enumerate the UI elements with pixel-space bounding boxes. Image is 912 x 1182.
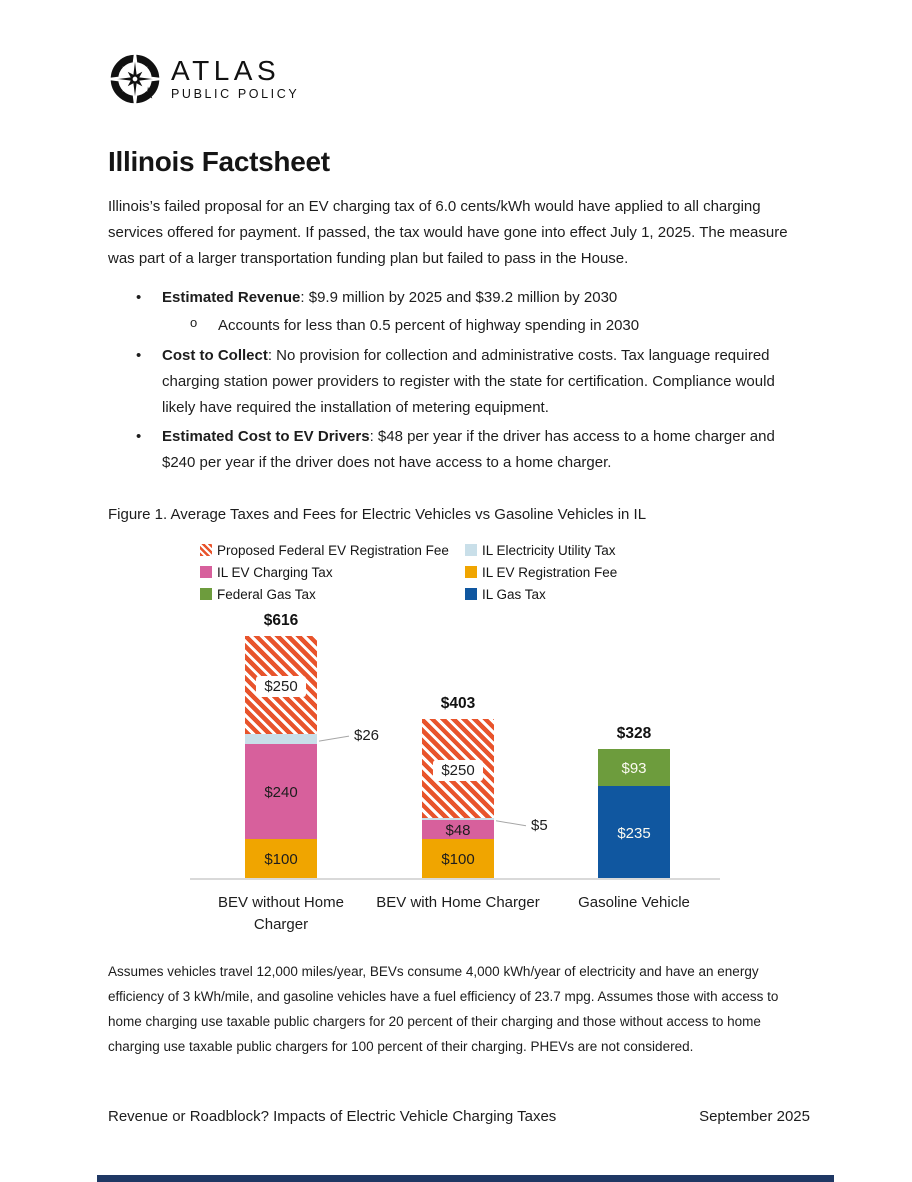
legend-item-il-ev-charging-tax — [200, 565, 465, 580]
intro-paragraph: Illinois’s failed proposal for an EV charging tax of 6.0 cents/kWh would have applied to all charging services offered for payment. If passed, the tax would have gone into effect July 1, 2025. The measure was part of a larger transportation funding plan but failed to pass in the House. — [108, 198, 788, 267]
legend-label: IL EV Charging Tax — [217, 564, 333, 580]
legend-swatch-darkblue — [465, 588, 477, 600]
page-footer — [108, 1108, 810, 1125]
logo-wordmark: ATLAS — [171, 55, 281, 86]
legend-swatch-hatched — [200, 544, 212, 556]
bar-segment — [422, 818, 494, 820]
bullet-label: Estimated Cost to EV Drivers — [162, 428, 370, 446]
chart-footnote: Assumes vehicles travel 12,000 miles/year, BEVs consume 4,000 kWh/year of electricity and have an energy efficiency of 3 kWh/mile, and gasoline vehicles have a fuel efficiency of 23.7 mpg. Assumes those with access to home charging use taxable public chargers for 20 percent of their charging and those without access to home charging use taxable public chargers for 100 percent of their charging. PHEVs are not considered. — [108, 963, 779, 1054]
category-axis-label: Gasoline Vehicle — [578, 893, 690, 911]
legend-label: Proposed Federal EV Registration Fee — [217, 542, 449, 558]
legend-swatch-amber — [465, 566, 477, 578]
segment-value-label: $48 — [445, 822, 471, 840]
bullet-label: Estimated Revenue — [162, 289, 301, 307]
legend-swatch-green — [200, 588, 212, 600]
segment-callout-label: $26 — [354, 727, 380, 745]
bullet-item-cost-to-collect — [108, 343, 808, 420]
bullet-item-revenue — [108, 285, 808, 339]
atlas-logo — [108, 52, 808, 106]
figure-caption: Figure 1. Average Taxes and Fees for Electric Vehicles vs Gasoline Vehicles in IL — [108, 505, 647, 523]
bullet-list — [108, 285, 808, 476]
legend-label: Federal Gas Tax — [217, 586, 316, 602]
sub-bullet-item: o Accounts for less than 0.5 percent of highway spending in 2030 — [162, 313, 808, 339]
legend-swatch-pink — [200, 566, 212, 578]
logo-subtitle: PUBLIC POLICY — [171, 87, 300, 101]
category-axis-label: BEV without Home Charger — [218, 893, 344, 933]
bar-total-label: $328 — [616, 724, 652, 742]
bullet-text: : $48 per year if the driver has access to a home charger and $240 per year if the driver does not have access to a home charger. — [162, 428, 775, 472]
bar-total-label: $403 — [440, 695, 476, 713]
page-title: Illinois Factsheet — [108, 146, 330, 177]
legend-item-federal-gas-tax — [200, 587, 465, 602]
bullet-label: Cost to Collect — [162, 346, 268, 364]
legend-label: IL Electricity Utility Tax — [482, 542, 616, 558]
logo-text — [171, 57, 299, 101]
bullet-text: : $9.9 million by 2025 and $39.2 million by 2030 — [300, 289, 618, 307]
segment-value-label: $240 — [264, 784, 298, 802]
segment-value-label: $235 — [617, 824, 651, 842]
segment-value-label: $100 — [264, 851, 298, 869]
footer-report-title: Revenue or Roadblock? Impacts of Electric Vehicle Charging Taxes — [108, 1108, 557, 1125]
legend-item-il-ev-registration-fee — [465, 565, 808, 580]
chart-legend — [200, 543, 808, 602]
legend-label: IL Gas Tax — [482, 586, 546, 602]
chart-plot-area — [190, 610, 720, 880]
legend-item-il-gas-tax — [465, 587, 808, 602]
segment-value-label: $93 — [621, 760, 647, 778]
bullet-item-cost-to-drivers — [108, 424, 808, 476]
segment-value-label: $100 — [441, 851, 475, 869]
compass-icon — [108, 52, 162, 106]
stacked-bar-chart — [190, 610, 720, 940]
bar-segment — [245, 734, 317, 744]
bullet-text: : No provision for collection and administrative costs. Tax language required charging station power providers to register with the state for certification. Compliance would likely have required the installation of metering equipment. — [162, 346, 775, 416]
footer-date: September 2025 — [699, 1108, 810, 1125]
accent-bottom-bar — [97, 1175, 834, 1182]
category-axis-label: BEV with Home Charger — [376, 893, 540, 911]
legend-label: IL EV Registration Fee — [482, 564, 618, 580]
sub-bullet-list — [162, 313, 808, 339]
legend-swatch-lightblue — [465, 544, 477, 556]
legend-item-il-electricity-utility-tax — [465, 543, 808, 558]
legend-item-proposed-federal-ev-fee — [200, 543, 465, 558]
segment-callout-label: $5 — [531, 816, 548, 834]
bar-total-label: $616 — [263, 611, 299, 629]
segment-value-label: $250 — [245, 676, 317, 698]
segment-value-label: $250 — [422, 760, 494, 782]
